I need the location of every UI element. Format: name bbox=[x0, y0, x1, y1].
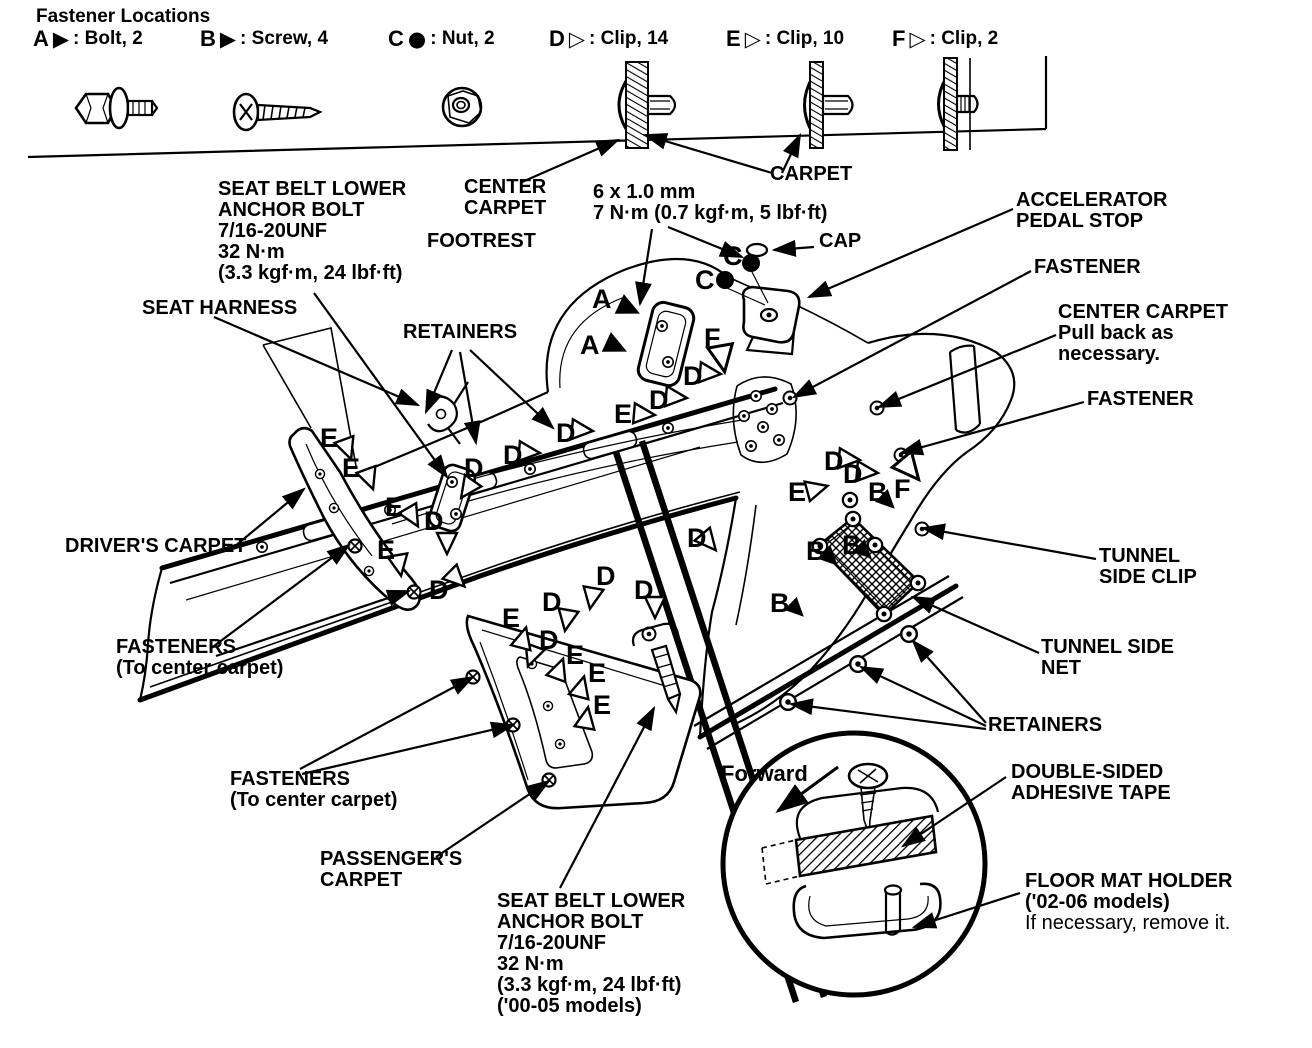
filled-circle-icon: ● bbox=[407, 26, 427, 51]
label-line: ACCELERATOR bbox=[1016, 189, 1168, 211]
fastener-marker-e: E bbox=[377, 535, 396, 565]
label-line: SIDE CLIP bbox=[1099, 566, 1197, 588]
label-accelerator-pedal-stop bbox=[1016, 190, 1167, 232]
bolt-icon bbox=[76, 88, 157, 128]
label-line: RETAINERS bbox=[988, 714, 1103, 736]
label-line: SEAT HARNESS bbox=[142, 297, 298, 319]
label-seat-belt-anchor-bottom bbox=[497, 891, 685, 1017]
label-drivers-carpet bbox=[65, 536, 246, 557]
fastener-marker-e: E bbox=[385, 492, 404, 522]
label-line: FASTENER bbox=[1034, 256, 1141, 278]
label-line: FOOTREST bbox=[427, 230, 536, 252]
label-line: TUNNEL SIDE bbox=[1041, 636, 1174, 658]
label-line: FASTENERS bbox=[230, 768, 351, 790]
label-floor-mat-holder bbox=[1025, 871, 1232, 934]
label-tunnel-side-clip bbox=[1099, 546, 1197, 588]
legend-title: Fastener Locations bbox=[36, 6, 211, 27]
label-footrest bbox=[427, 231, 536, 252]
label-bolt-spec bbox=[593, 182, 827, 224]
label-center-carpet-top bbox=[464, 177, 546, 219]
fastener-marker-d: D bbox=[824, 446, 844, 476]
legend-item-c: C ● : Nut, 2 bbox=[388, 26, 495, 51]
label-line: TUNNEL bbox=[1099, 545, 1181, 567]
label-line: 7/16-20UNF bbox=[218, 220, 327, 242]
fastener-marker-b: B bbox=[770, 588, 790, 618]
label-fastener-lower bbox=[1087, 389, 1194, 410]
fastener-marker-e: E bbox=[342, 453, 361, 483]
label-line: ANCHOR BOLT bbox=[218, 199, 365, 221]
fastener-marker-e: E bbox=[614, 399, 633, 429]
fastener-marker-e: E bbox=[502, 603, 521, 633]
label-line: necessary. bbox=[1058, 343, 1160, 365]
fastener-marker-d: D bbox=[634, 575, 654, 605]
label-fasteners-to-center-bottom bbox=[230, 769, 397, 811]
label-line: FLOOR MAT HOLDER bbox=[1025, 870, 1233, 892]
legend-divider bbox=[28, 56, 1046, 157]
fastener-marker-d: D bbox=[649, 385, 669, 415]
fastener-marker-e: E bbox=[320, 423, 339, 453]
fastener-marker-b: B bbox=[842, 530, 862, 560]
open-triangle-icon: ▷ bbox=[909, 26, 926, 51]
legend-item-e: E ▷ : Clip, 10 bbox=[726, 26, 845, 51]
label-line: (3.3 kgf·m, 24 lbf·ft) bbox=[218, 262, 403, 284]
fastener-marker-e: E bbox=[788, 477, 807, 507]
label-line: PASSENGER'S bbox=[320, 848, 463, 870]
label-line: CARPET bbox=[464, 197, 547, 219]
label-line: FASTENERS bbox=[116, 636, 237, 658]
legend-item-d: D ▷ : Clip, 14 bbox=[549, 26, 669, 51]
fastener-marker-d: D bbox=[464, 453, 484, 483]
label-cap bbox=[819, 231, 861, 252]
label-double-sided-tape bbox=[1011, 762, 1171, 804]
open-triangle-icon: ▷ bbox=[568, 26, 586, 51]
label-fastener-upper bbox=[1034, 257, 1141, 278]
fastener-marker-d: D bbox=[843, 459, 863, 489]
label-line: FASTENER bbox=[1087, 388, 1194, 410]
label-retainers-top bbox=[403, 322, 517, 343]
fastener-marker-c: C bbox=[695, 265, 715, 295]
label-line: (To center carpet) bbox=[116, 657, 284, 679]
fastener-marker-e: E bbox=[566, 640, 585, 670]
label-line: Pull back as bbox=[1058, 322, 1174, 344]
label-line: 6 x 1.0 mm bbox=[593, 181, 696, 203]
legend-item-f: F ▷ : Clip, 2 bbox=[892, 26, 999, 51]
label-retainers-right bbox=[988, 715, 1102, 736]
label-line: DRIVER'S CARPET bbox=[65, 535, 247, 557]
floor-mat-holder-base bbox=[794, 884, 941, 938]
fastener-marker-d: D bbox=[429, 575, 449, 605]
fastener-marker-d: D bbox=[687, 523, 707, 553]
label-fasteners-to-center-left bbox=[116, 637, 283, 679]
label-line: ('00-05 models) bbox=[497, 995, 642, 1017]
fastener-marker-d: D bbox=[503, 440, 523, 470]
screw-icon bbox=[234, 94, 320, 130]
label-line: (To center carpet) bbox=[230, 789, 398, 811]
label-line: 32 N·m bbox=[497, 953, 564, 975]
label-forward bbox=[721, 763, 808, 784]
label-line: SEAT BELT LOWER bbox=[218, 178, 407, 200]
label-center-carpet-right bbox=[1058, 302, 1228, 365]
fastener-marker-a: A bbox=[592, 284, 612, 314]
label-line: If necessary, remove it. bbox=[1025, 912, 1231, 934]
fastener-marker-e: E bbox=[588, 658, 607, 688]
label-line: Forward bbox=[721, 761, 808, 786]
legend-item-a: A ▶ : Bolt, 2 bbox=[33, 26, 143, 51]
label-line: ANCHOR BOLT bbox=[497, 911, 644, 933]
label-line: CARPET bbox=[320, 869, 403, 891]
fastener-marker-f: F bbox=[894, 474, 911, 504]
filled-triangle-icon: ▶ bbox=[52, 26, 70, 51]
fastener-marker-e: E bbox=[593, 690, 612, 720]
filled-triangle-icon: ▶ bbox=[219, 26, 237, 51]
fastener-marker-d: D bbox=[542, 587, 562, 617]
label-line: RETAINERS bbox=[403, 321, 518, 343]
label-line: SEAT BELT LOWER bbox=[497, 890, 686, 912]
label-line: 32 N·m bbox=[218, 241, 285, 263]
nut-dot-icon bbox=[716, 271, 734, 289]
fastener-marker-d: D bbox=[424, 506, 444, 536]
open-triangle-icon: ▷ bbox=[744, 26, 761, 51]
label-line: DOUBLE-SIDED bbox=[1011, 761, 1164, 783]
label-passengers-carpet bbox=[320, 849, 462, 891]
label-seat-harness bbox=[142, 298, 297, 319]
label-line: CARPET bbox=[770, 163, 853, 185]
fastener-marker-b: B bbox=[806, 536, 826, 566]
fastener-marker-d: D bbox=[683, 361, 703, 391]
label-line: 7/16-20UNF bbox=[497, 932, 606, 954]
seat-harness-hook bbox=[426, 382, 468, 444]
label-line: CAP bbox=[819, 230, 862, 252]
nut-dot-icon bbox=[742, 254, 760, 272]
fastener-marker-d: D bbox=[556, 418, 576, 448]
label-line: CENTER CARPET bbox=[1058, 301, 1229, 323]
nut-icon bbox=[443, 88, 481, 126]
clip-f-icon bbox=[939, 58, 978, 150]
label-line: PEDAL STOP bbox=[1016, 210, 1144, 232]
fastener-marker-d: D bbox=[539, 625, 559, 655]
label-line: CENTER bbox=[464, 176, 547, 198]
fastener-marker-d: D bbox=[596, 561, 616, 591]
fastener-marker-c: C bbox=[723, 241, 743, 271]
label-tunnel-side-net bbox=[1041, 637, 1174, 679]
fastener-marker-f: F bbox=[704, 323, 721, 353]
fastener-marker-b: B bbox=[868, 477, 888, 507]
label-line: 7 N·m (0.7 kgf·m, 5 lbf·ft) bbox=[593, 202, 828, 224]
label-line: NET bbox=[1041, 657, 1081, 679]
legend-item-b: B ▶ : Screw, 4 bbox=[200, 26, 329, 51]
label-line: ADHESIVE TAPE bbox=[1011, 782, 1171, 804]
label-line: (3.3 kgf·m, 24 lbf·ft) bbox=[497, 974, 682, 996]
label-line: ('02-06 models) bbox=[1025, 891, 1170, 913]
fastener-marker-a: A bbox=[580, 330, 600, 360]
label-carpet-top bbox=[770, 164, 852, 185]
label-seat-belt-anchor-top bbox=[218, 179, 406, 284]
